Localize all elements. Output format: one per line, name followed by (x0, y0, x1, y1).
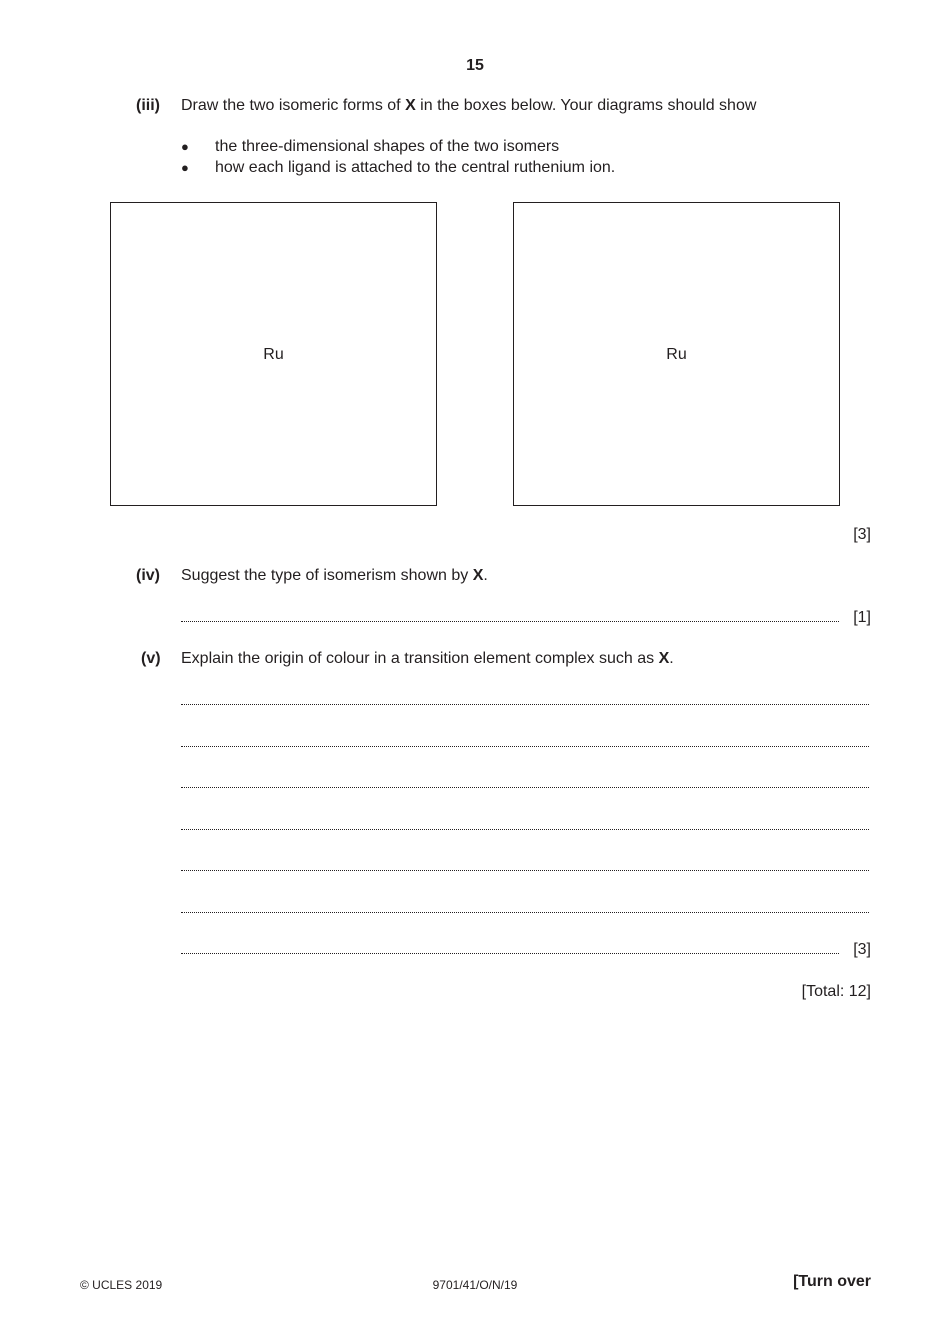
answer-line-iv[interactable] (181, 621, 839, 622)
question-text-v-c: . (669, 650, 674, 667)
answer-line-v-6[interactable] (181, 912, 869, 913)
question-number-iv: (iv) (136, 567, 160, 584)
question-text-v (181, 650, 674, 668)
question-text-iv (181, 567, 488, 585)
bullet-item-2: how each ligand is attached to the central ruthenium ion. (215, 159, 616, 176)
footer-copyright: © UCLES 2019 (80, 1278, 163, 1292)
marks-v: [3] (853, 941, 871, 958)
answer-line-v-5[interactable] (181, 870, 869, 871)
question-text-v-a: Explain the origin of colour in a transition element complex such as (181, 650, 659, 667)
question-number-v: (v) (141, 650, 161, 667)
compound-x: X (405, 97, 416, 114)
turn-over: [Turn over (793, 1273, 871, 1290)
answer-line-v-7[interactable] (181, 953, 839, 954)
bullet-dot-icon: ● (181, 139, 189, 154)
answer-box-isomer-2[interactable] (513, 202, 840, 506)
answer-line-v-1[interactable] (181, 704, 869, 705)
compound-x: X (658, 650, 670, 667)
ru-label: Ru (263, 346, 284, 363)
marks-iii: [3] (853, 526, 871, 543)
question-text-iv-c: . (483, 567, 488, 584)
question-text-iii-c: in the boxes below. Your diagrams should show (415, 97, 757, 114)
answer-line-v-2[interactable] (181, 746, 869, 747)
answer-box-isomer-1[interactable] (110, 202, 437, 506)
question-number-iii: (iii) (136, 97, 160, 114)
question-text-iii-a: Draw the two isomeric forms of (181, 97, 406, 114)
page-number: 15 (466, 57, 484, 74)
marks-iv: [1] (853, 609, 871, 626)
compound-x: X (472, 567, 484, 584)
bullet-item-1: the three-dimensional shapes of the two isomers (215, 138, 560, 155)
answer-line-v-4[interactable] (181, 829, 869, 830)
footer-code: 9701/41/O/N/19 (432, 1278, 518, 1292)
bullet-dot-icon: ● (181, 160, 189, 175)
total-marks: [Total: 12] (801, 983, 871, 1000)
answer-line-v-3[interactable] (181, 787, 869, 788)
question-text-iii (181, 97, 756, 115)
ru-label: Ru (666, 346, 687, 363)
question-text-iv-a: Suggest the type of isomerism shown by (181, 567, 473, 584)
